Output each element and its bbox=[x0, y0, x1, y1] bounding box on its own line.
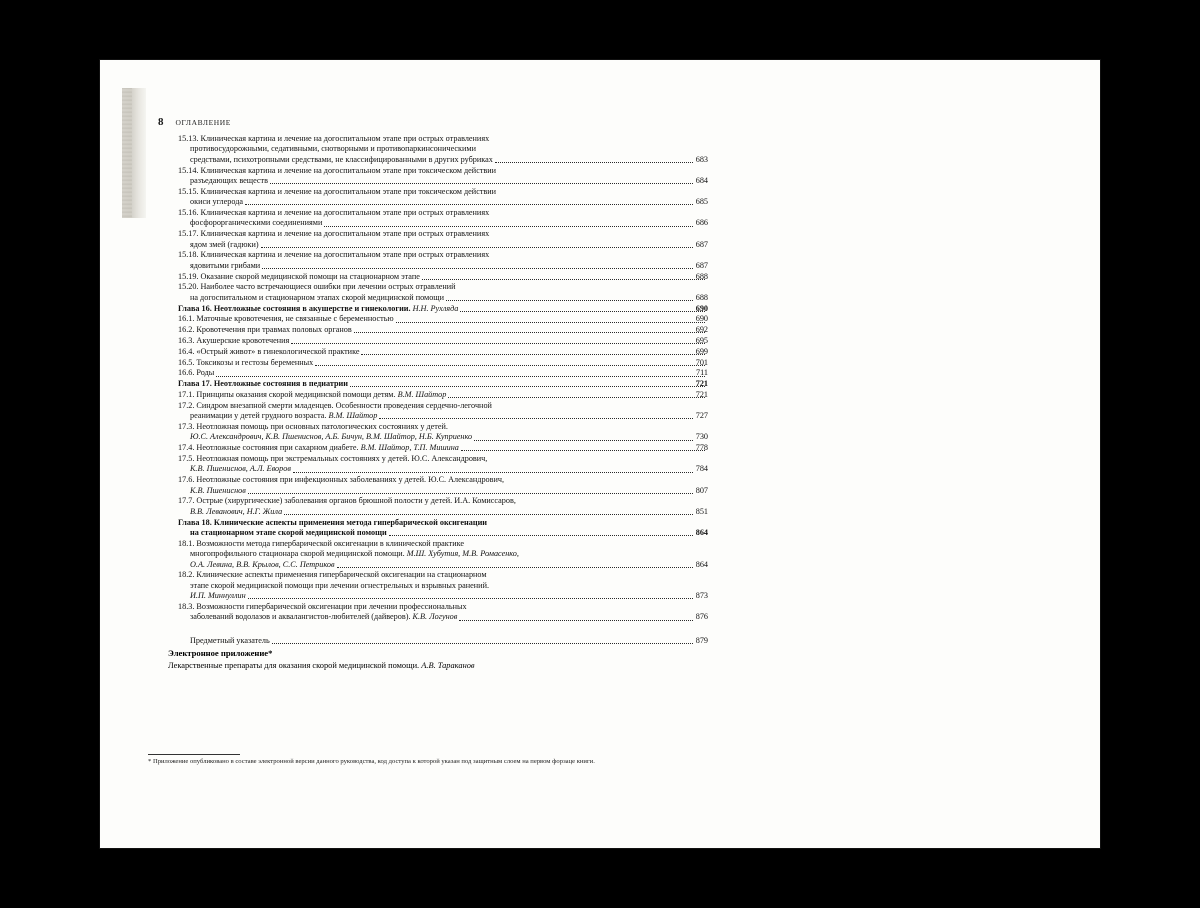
dot-leader bbox=[354, 331, 705, 333]
toc-entry[interactable] bbox=[178, 325, 708, 335]
toc-entry-line: противосудорожными, седативными, снотворными и противопаркинсоническими bbox=[190, 144, 476, 154]
toc-entry-lastline bbox=[178, 176, 708, 186]
toc-entry-line: 15.20. Наиболее часто встречающиеся ошибки при лечении острых отравлений bbox=[178, 282, 456, 292]
dot-leader bbox=[379, 417, 692, 419]
toc-entry-lastline bbox=[178, 325, 708, 335]
toc-entry-line-part: М.Ш. Хубутия, М.В. Ромасенко, bbox=[406, 549, 519, 559]
toc-entry-lastline bbox=[178, 464, 708, 474]
scan-edge-artifact-inner bbox=[122, 88, 132, 218]
toc-page-number: 687 bbox=[695, 260, 708, 270]
dot-leader bbox=[495, 161, 693, 163]
toc-entry-title bbox=[190, 411, 377, 421]
toc-entry[interactable] bbox=[178, 166, 708, 187]
toc-page-number: 695 bbox=[695, 336, 708, 346]
toc-entry[interactable] bbox=[178, 475, 708, 496]
appendix-item-author: А.В. Тараканов bbox=[421, 661, 475, 670]
toc-entry-lastline bbox=[178, 368, 708, 378]
toc-entry-line: 15.18. Клиническая картина и лечение на догоспитальном этапе при острых отравлениях bbox=[178, 250, 490, 260]
electronic-appendix-section bbox=[168, 648, 708, 671]
toc-entry-title-part: заболеваний водолазов и аквалангистов-любителей (дайверов). bbox=[190, 612, 413, 622]
toc-entry-title-part: на стационарном этапе скорой медицинской помощи bbox=[190, 528, 387, 538]
toc-entry-title-part: Ю.С. Александрович, К.В. Пшениснов, А.Б. Бичун, В.М. Шайтор, Н.Б. Куприенко bbox=[190, 432, 473, 442]
toc-index-entry[interactable] bbox=[178, 636, 708, 646]
toc-entry-lastline bbox=[178, 379, 708, 389]
toc-entry-title bbox=[190, 486, 246, 496]
toc-page-number: 873 bbox=[695, 591, 708, 601]
toc-entry-line bbox=[178, 518, 708, 528]
toc-entry-lastline bbox=[178, 314, 708, 324]
toc-entry-line-part: Клинические аспекты применения метода гипербарической оксигенации bbox=[213, 517, 488, 527]
toc-entry-lastline bbox=[178, 486, 708, 496]
toc-page-number: 684 bbox=[695, 176, 708, 186]
toc-page-number: 778 bbox=[695, 443, 708, 453]
toc-entry[interactable] bbox=[178, 443, 708, 453]
toc-entry-title: 16.2. Кровотечения при травмах половых органов bbox=[178, 325, 352, 335]
dot-leader bbox=[284, 513, 693, 515]
dot-leader bbox=[396, 321, 705, 323]
toc-page-number: 686 bbox=[695, 218, 708, 228]
dot-leader bbox=[361, 353, 704, 355]
toc-entry-title-part: Глава 17. bbox=[178, 379, 214, 389]
book-page bbox=[100, 60, 1100, 848]
toc-entry[interactable] bbox=[178, 539, 708, 570]
toc-entry-title: 16.4. «Острый живот» в гинекологической практике bbox=[178, 346, 360, 356]
toc-entry[interactable] bbox=[178, 187, 708, 208]
toc-page-number: 730 bbox=[695, 432, 708, 442]
toc-entry-lastline bbox=[178, 612, 708, 622]
dot-leader bbox=[446, 299, 693, 301]
toc-entry-title bbox=[190, 528, 387, 538]
toc-entry-line: 18.3. Возможности гипербарической оксигенации при лечении профессиональных bbox=[178, 602, 467, 612]
dot-leader bbox=[248, 597, 693, 599]
toc-entry-lastline bbox=[190, 636, 708, 646]
toc-entry-line: 17.2. Синдром внезапной смерти младенцев. Особенности проведения сердечно-легочной bbox=[178, 400, 492, 410]
toc-entry-line-part: многопрофильного стационара скорой медицинской помощи. bbox=[190, 549, 407, 559]
toc-entry-title: ядом змей (гадюки) bbox=[190, 239, 259, 249]
toc-entry-title bbox=[190, 464, 291, 474]
toc-entry[interactable] bbox=[178, 358, 708, 368]
toc-entry[interactable] bbox=[178, 570, 708, 601]
toc-entry-title bbox=[190, 591, 246, 601]
dot-leader bbox=[460, 310, 704, 312]
dot-leader bbox=[315, 364, 705, 366]
toc-entry-title: ядовитыми грибами bbox=[190, 260, 261, 270]
toc-entry[interactable] bbox=[178, 401, 708, 422]
toc-entry-title bbox=[190, 432, 472, 442]
toc-entry-title-part: Неотложные состояния в акушерстве и гинекологии. bbox=[213, 303, 413, 313]
toc-entry-title-part: К.В. Пшениснов, А.Л. Еворов bbox=[190, 464, 291, 474]
toc-entry[interactable] bbox=[178, 422, 708, 443]
toc-page-number: 687 bbox=[695, 239, 708, 249]
toc-entry-title: Предметный указатель bbox=[190, 635, 270, 645]
toc-entry[interactable] bbox=[178, 602, 708, 623]
dot-leader bbox=[459, 619, 692, 621]
footnote bbox=[148, 754, 708, 767]
table-of-contents bbox=[178, 134, 708, 647]
toc-entry[interactable] bbox=[178, 496, 708, 517]
toc-page-number: 699 bbox=[695, 346, 708, 356]
toc-entry-title bbox=[190, 560, 335, 570]
toc-entry-title-part: Н.Н. Рухляда bbox=[412, 303, 459, 313]
toc-entry-lastline bbox=[178, 272, 708, 282]
toc-entry-line: 17.3. Неотложная помощь при основных патологических состояниях у детей. bbox=[178, 422, 448, 431]
toc-entry-title-part: В.М. Шайтор bbox=[397, 390, 447, 399]
toc-entry-lastline bbox=[178, 358, 708, 368]
toc-entry-line: 17.5. Неотложная помощь при экстремальных состояниях у детей. Ю.С. Александрович, bbox=[178, 454, 488, 463]
footnote-rule bbox=[148, 754, 240, 755]
dot-leader bbox=[448, 396, 704, 398]
toc-page-number: 688 bbox=[695, 292, 708, 302]
toc-entry-title bbox=[190, 612, 457, 622]
toc-page-number: 690 bbox=[695, 314, 708, 324]
toc-entry-title: разъедающих веществ bbox=[190, 176, 268, 186]
toc-entry-title-part: Неотложные состояния в педиатрии bbox=[213, 379, 348, 389]
toc-entry-line: этапе скорой медицинской помощи при лечении огнестрельных и взрывных ранений. bbox=[190, 580, 489, 590]
toc-page-number: 701 bbox=[695, 357, 708, 367]
toc-entry-line-part: Глава 18. bbox=[178, 517, 214, 527]
page-header bbox=[158, 116, 231, 128]
toc-entry-lastline bbox=[178, 240, 708, 250]
toc-page-number: 721 bbox=[695, 379, 708, 389]
toc-entry-line: 15.15. Клиническая картина и лечение на догоспитальном этапе при токсическом действии bbox=[178, 186, 497, 196]
dot-leader bbox=[293, 471, 693, 473]
toc-page-number: 879 bbox=[695, 635, 708, 645]
appendix-title: Электронное приложение* bbox=[168, 648, 273, 658]
dot-leader bbox=[337, 566, 693, 568]
dot-leader bbox=[324, 225, 692, 227]
toc-entry-title-part: 17.4. Неотложные состояния при сахарном диабете. bbox=[178, 443, 361, 453]
toc-entry-lastline bbox=[178, 591, 708, 601]
toc-entry-title bbox=[178, 443, 459, 453]
toc-entry[interactable] bbox=[178, 368, 708, 378]
toc-page-number: 876 bbox=[695, 612, 708, 622]
toc-entry[interactable] bbox=[178, 229, 708, 250]
toc-entry-title-part: реанимации у детей грудного возраста. bbox=[190, 411, 329, 421]
toc-entry-line: 15.17. Клиническая картина и лечение на догоспитальном этапе при острых отравлениях bbox=[178, 229, 490, 239]
appendix-item-text: Лекарственные препараты для оказания скорой медицинской помощи. bbox=[168, 661, 422, 670]
dot-leader bbox=[216, 375, 705, 377]
toc-page-number: 851 bbox=[695, 506, 708, 516]
dot-leader bbox=[261, 246, 693, 248]
toc-entry-title-part: О.А. Левина, В.В. Крылов, С.С. Петриков bbox=[190, 559, 335, 569]
toc-entry-line: 17.7. Острые (хирургические) заболевания органов брюшной полости у детей. И.А. Комиссаров, bbox=[178, 496, 516, 506]
toc-entry-lastline bbox=[178, 528, 708, 538]
toc-page-number: 864 bbox=[695, 559, 708, 569]
folio-number: 8 bbox=[158, 116, 164, 128]
toc-entry-lastline bbox=[178, 197, 708, 207]
toc-page-number: 683 bbox=[695, 154, 708, 164]
toc-entry-title: 16.1. Маточные кровотечения, не связанные с беременностью bbox=[178, 314, 394, 324]
dot-leader bbox=[248, 492, 693, 494]
running-head: ОГЛАВЛЕНИЕ bbox=[175, 118, 231, 127]
toc-page-number: 688 bbox=[695, 271, 708, 281]
toc-entry-title-part: 17.1. Принципы оказания скорой медицинской помощи детям. bbox=[178, 390, 398, 399]
toc-entry-line: 15.13. Клиническая картина и лечение на догоспитальном этапе при острых отравлениях bbox=[178, 134, 490, 143]
toc-entry[interactable] bbox=[178, 347, 708, 357]
dot-leader bbox=[461, 449, 705, 451]
dot-leader bbox=[291, 342, 704, 344]
toc-page-number: 711 bbox=[696, 368, 708, 378]
toc-entry-title-part: В.В. Леванович, Н.Г. Жила bbox=[190, 506, 283, 516]
toc-entry[interactable] bbox=[178, 336, 708, 346]
toc-entry-line bbox=[178, 549, 708, 559]
toc-entry-title-part: И.П. Миннуллин bbox=[190, 591, 246, 601]
toc-entry-line: 18.1. Возможности метода гипербарической оксигенации в клинической практике bbox=[178, 538, 465, 548]
toc-entry-lastline bbox=[178, 443, 708, 453]
footnote-text: * Приложение опубликовано в составе электронной версии данного руководства, код доступа к которой указан под защитным слоем на первом форзаце книги. bbox=[148, 758, 595, 765]
dot-leader bbox=[422, 278, 705, 280]
toc-entry-lastline bbox=[178, 507, 708, 517]
toc-page-number: 685 bbox=[695, 197, 708, 207]
toc-entry-title-part: К.В. Логунов bbox=[412, 612, 458, 622]
toc-entry-lastline bbox=[178, 411, 708, 421]
toc-entry-title-part: К.В. Пшениснов bbox=[190, 485, 246, 495]
toc-entry-title-part: В.М. Шайтор, Т.П. Мишина bbox=[360, 443, 459, 453]
dot-leader bbox=[262, 267, 693, 269]
toc-entry[interactable] bbox=[178, 282, 708, 303]
toc-entry-title: 16.3. Акушерские кровотечения bbox=[178, 336, 290, 346]
toc-page-number: 864 bbox=[695, 528, 708, 538]
toc-page-number: 784 bbox=[695, 464, 708, 474]
toc-entry[interactable] bbox=[178, 250, 708, 271]
dot-leader bbox=[272, 642, 693, 644]
dot-leader bbox=[350, 385, 705, 387]
toc-entry[interactable] bbox=[178, 134, 708, 165]
toc-entry-title bbox=[190, 507, 282, 517]
toc-page-number: 721 bbox=[695, 390, 708, 399]
toc-chapter-entry[interactable] bbox=[178, 304, 708, 314]
toc-entry-line: 15.16. Клиническая картина и лечение на догоспитальном этапе при острых отравлениях bbox=[178, 208, 490, 218]
toc-chapter-entry[interactable] bbox=[178, 518, 708, 539]
toc-entry-lastline bbox=[178, 390, 708, 400]
toc-entry-lastline bbox=[178, 261, 708, 271]
toc-entry-lastline bbox=[178, 218, 708, 228]
toc-entry-lastline bbox=[178, 560, 708, 570]
toc-entry-title bbox=[178, 390, 447, 400]
toc-entry-line: 15.14. Клиническая картина и лечение на догоспитальном этапе при токсическом действии bbox=[178, 165, 497, 175]
toc-page-number: 727 bbox=[695, 411, 708, 421]
toc-entry-lastline bbox=[178, 432, 708, 442]
toc-chapter-entry[interactable] bbox=[178, 379, 708, 389]
toc-entry-title: 16.5. Токсикозы и гестозы беременных bbox=[178, 357, 314, 367]
toc-page-number: 690 bbox=[695, 303, 708, 313]
toc-page-number: 692 bbox=[695, 325, 708, 335]
toc-entry-title-part: Глава 16. bbox=[178, 303, 214, 313]
toc-entry-lastline bbox=[178, 293, 708, 303]
dot-leader bbox=[474, 439, 693, 441]
toc-entry-lastline bbox=[178, 155, 708, 165]
toc-entry[interactable] bbox=[178, 454, 708, 475]
toc-entry-title-part: В.М. Шайтор bbox=[328, 411, 378, 421]
dot-leader bbox=[270, 182, 693, 184]
toc-entry-title bbox=[178, 303, 459, 314]
toc-entry-lastline bbox=[178, 347, 708, 357]
toc-entry[interactable] bbox=[178, 208, 708, 229]
toc-entry-line: 18.2. Клинические аспекты применения гипербарической оксигенации на стационарном bbox=[178, 570, 487, 580]
toc-entry-title: 15.19. Оказание скорой медицинской помощи на стационарном этапе bbox=[178, 271, 420, 281]
toc-entry[interactable] bbox=[178, 272, 708, 282]
toc-entry-title: 16.6. Роды bbox=[178, 368, 215, 378]
toc-entry-lastline bbox=[178, 304, 708, 314]
toc-entry-title: на догоспитальном и стационарном этапах скорой медицинской помощи bbox=[190, 292, 444, 302]
toc-entry-title: окиси углерода bbox=[190, 197, 244, 207]
dot-leader bbox=[389, 534, 693, 536]
toc-entry-title: средствами, психотропными средствами, не классифицированными в других рубриках bbox=[190, 154, 493, 164]
toc-entry-title: фосфорорганическими соединениями bbox=[190, 218, 323, 228]
toc-entry-title bbox=[178, 379, 348, 389]
toc-entry[interactable] bbox=[178, 390, 708, 400]
dot-leader bbox=[245, 203, 693, 205]
toc-entry-lastline bbox=[178, 336, 708, 346]
toc-entry[interactable] bbox=[178, 314, 708, 324]
toc-entry-line: 17.6. Неотложные состояния при инфекционных заболеваниях у детей. Ю.С. Александрович, bbox=[178, 475, 505, 485]
appendix-item bbox=[168, 660, 708, 671]
toc-page-number: 807 bbox=[695, 485, 708, 495]
